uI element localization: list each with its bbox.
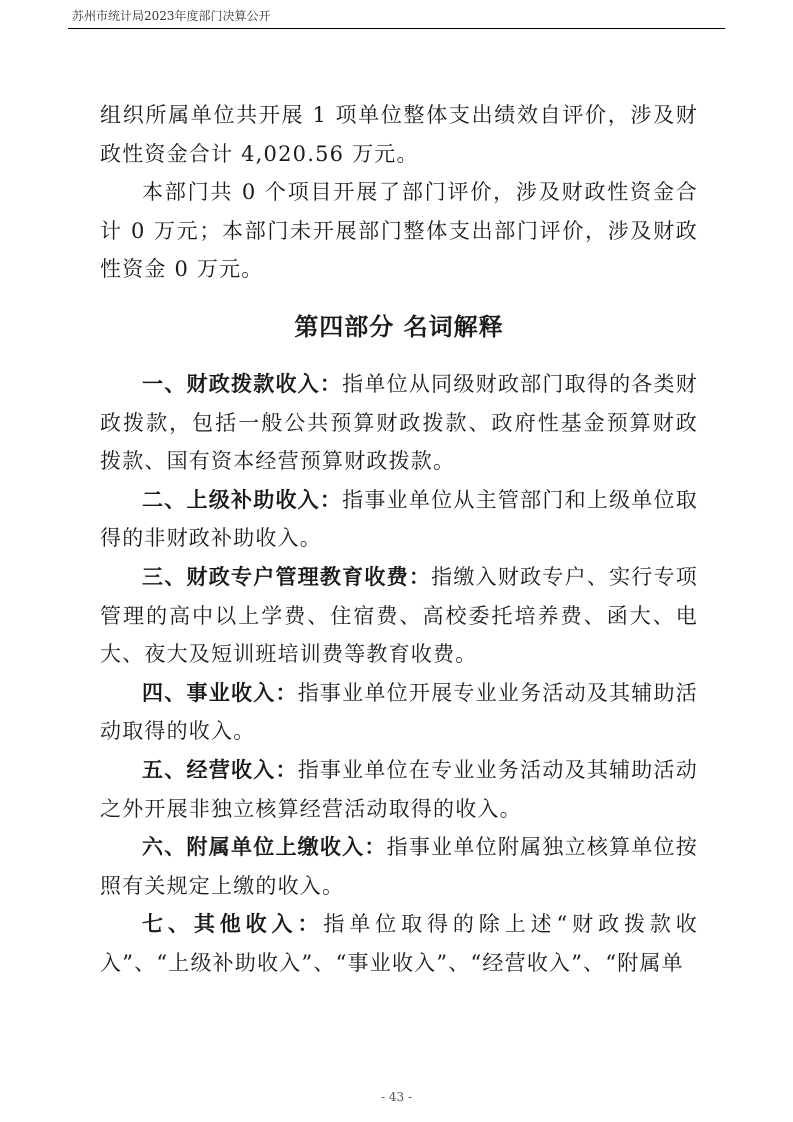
definition-term: 一、财政拨款收入： bbox=[142, 370, 343, 396]
definition-text: 指单位从同级财政部门取得的各类财政拨款，包括一般公共预算财政拨款、政府性基金预算财政拨款、国有资本经营预算财政拨款。 bbox=[100, 371, 698, 474]
definition-text: 指事业单位开展专业业务活动及其辅助活动取得的收入。 bbox=[100, 680, 698, 744]
definition-text: 指事业单位从主管部门和上级单位取得的非财政补助收入。 bbox=[100, 487, 698, 551]
document-body bbox=[100, 96, 698, 982]
page-header: 苏州市统计局2023年度部门决算公开 bbox=[72, 9, 271, 23]
definition-paragraph bbox=[100, 558, 698, 674]
definition-paragraph bbox=[100, 905, 698, 982]
section-title: 第四部分 名词解释 bbox=[294, 311, 504, 341]
definition-paragraph bbox=[100, 674, 698, 751]
definition-term: 三、财政专户管理教育收费： bbox=[142, 563, 432, 589]
definition-term: 六、附属单位上缴收入： bbox=[142, 834, 387, 860]
definition-text: 指缴入财政专户、实行专项管理的高中以上学费、住宿费、高校委托培养费、函大、电大、夜大及短训班培训费等教育收费。 bbox=[100, 564, 698, 667]
page-number: - 43 - bbox=[380, 1090, 412, 1104]
definition-paragraph bbox=[100, 828, 698, 905]
definition-text: 指单位取得的除上述“财政拨款收入”、“上级补助收入”、“事业收入”、“经营收入”、“附属单 bbox=[100, 912, 698, 975]
definition-paragraph bbox=[100, 481, 698, 558]
definition-text: 指事业单位在专业业务活动及其辅助活动之外开展非独立核算经营活动取得的收入。 bbox=[100, 757, 698, 821]
definition-paragraph bbox=[100, 365, 698, 481]
definition-term: 二、上级补助收入： bbox=[142, 486, 343, 512]
definition-term: 四、事业收入： bbox=[142, 679, 298, 705]
header-divider bbox=[68, 28, 725, 29]
definition-term: 七、其他收入： bbox=[142, 911, 324, 937]
definition-term: 五、经营收入： bbox=[142, 756, 298, 782]
definition-paragraph bbox=[100, 751, 698, 828]
intro-paragraph-1: 组织所属单位共开展 1 项单位整体支出绩效自评价，涉及财政性资金合计 4,020.56 万元。 bbox=[100, 103, 698, 166]
intro-paragraph-2: 本部门共 0 个项目开展了部门评价，涉及财政性资金合计 0 万元；本部门未开展部门整体支出部门评价，涉及财政性资金 0 万元。 bbox=[100, 180, 698, 282]
definition-text: 指事业单位附属独立核算单位按照有关规定上缴的收入。 bbox=[100, 835, 698, 898]
